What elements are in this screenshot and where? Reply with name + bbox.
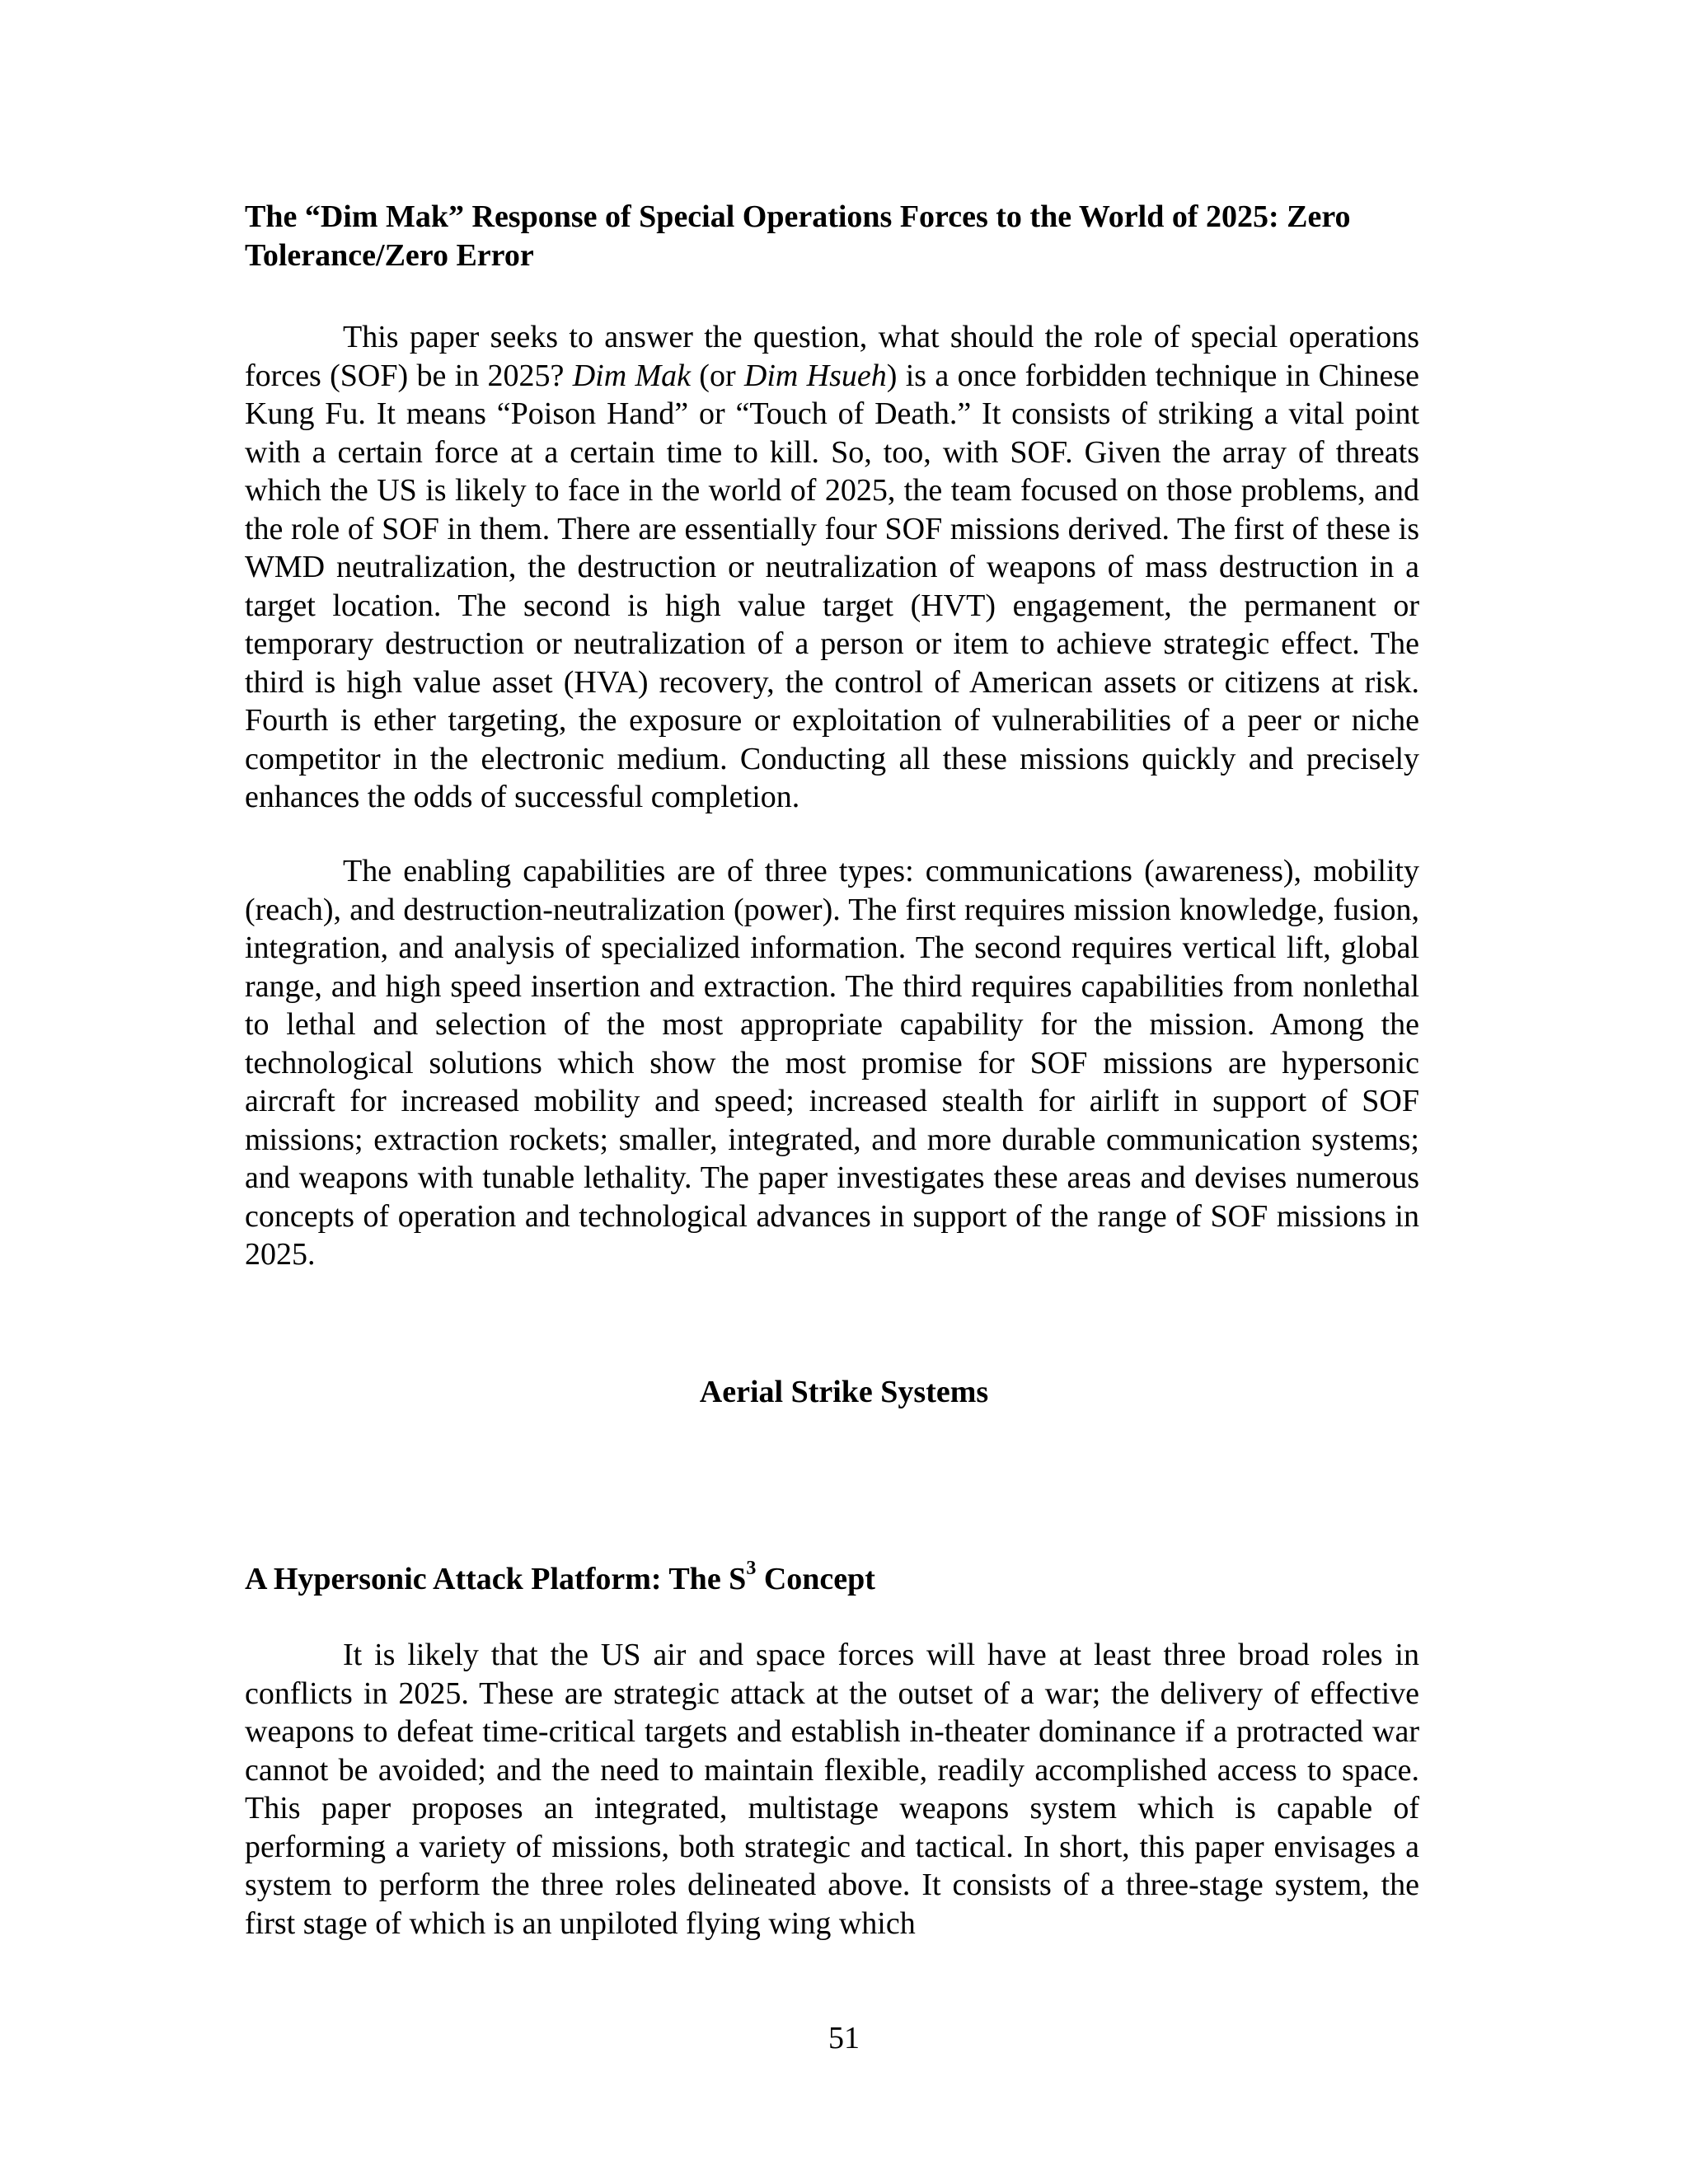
subheading-suffix: Concept bbox=[756, 1562, 875, 1596]
term-dim-mak: Dim Mak bbox=[572, 358, 691, 393]
page-number: 51 bbox=[828, 2021, 860, 2055]
paragraph-intro bbox=[245, 318, 1419, 817]
paragraph-intro-part-3: ) is a once forbidden technique in Chinese Kung Fu. It means “Poison Hand” or “Touch of Death.” It consists of striking a vital point with a certain force at a certain time to kill. So, too, with SOF. Given the array of threats which the US is likely to face in the world of 2025, the team focused on those problems, and the role of SOF in them. There are essentially four SOF missions derived. The first of these is WMD neutralization, the destruction or neutralization of weapons of mass destruction in a target location. The second is high value target (HVT) engagement, the permanent or temporary destruction or neutralization of a person or item to achieve strategic effect. The third is high value asset (HVA) recovery, the control of American assets or citizens at risk. Fourth is ether targeting, the exposure or exploitation of vulnerabilities of a peer or niche competitor in the electronic medium. Conducting all these missions quickly and precisely enhances the odds of successful completion. bbox=[245, 358, 1419, 814]
paragraph-intro-part-1: This paper seeks to answer the question, what should the role of special operations forces (SOF) be in 2025? bbox=[245, 320, 1419, 393]
subheading bbox=[245, 1560, 1465, 1599]
paragraph-capabilities: The enabling capabilities are of three types: communications (awareness), mobility (reach), and destruction-neutralization (power). The first requires mission knowledge, fusion, integration, and analysis of specialized information. The second requires vertical lift, global range, and high speed insertion and extraction. The third requires capabilities from nonlethal to lethal and selection of the most appropriate capability for the mission. Among the technological solutions which show the most promise for SOF missions are hypersonic aircraft for increased mobility and speed; increased stealth for airlift in support of SOF missions; extraction rockets; smaller, integrated, and more durable communication systems; and weapons with tunable lethality. The paper investigates these areas and devises numerous concepts of operation and technological advances in support of the range of SOF missions in 2025. bbox=[245, 854, 1419, 1272]
paragraph-hypersonic: It is likely that the US air and space forces will have at least three broad roles in conflicts in 2025. These are strategic attack at the outset of a war; the delivery of effective weapons to defeat time-critical targets and establish in-theater dominance if a protracted war cannot be avoided; and the need to maintain flexible, readily accomplished access to space. This paper proposes an integrated, multistage weapons system which is capable of performing a variety of missions, both strategic and tactical. In short, this paper envisages a system to perform the three roles delineated above. It consists of a three-stage system, the first stage of which is an unpiloted flying wing which bbox=[245, 1638, 1419, 1941]
term-dim-hsueh: Dim Hsueh bbox=[743, 358, 887, 393]
page-title: The “Dim Mak” Response of Special Operations Forces to the World of 2025: Zero Tolerance/Zero Error bbox=[245, 199, 1351, 273]
subheading-text: A Hypersonic Attack Platform: The S bbox=[245, 1562, 747, 1596]
paragraph-intro-part-2: (or bbox=[690, 358, 744, 393]
section-heading: Aerial Strike Systems bbox=[699, 1375, 989, 1409]
subheading-superscript: 3 bbox=[746, 1558, 757, 1580]
